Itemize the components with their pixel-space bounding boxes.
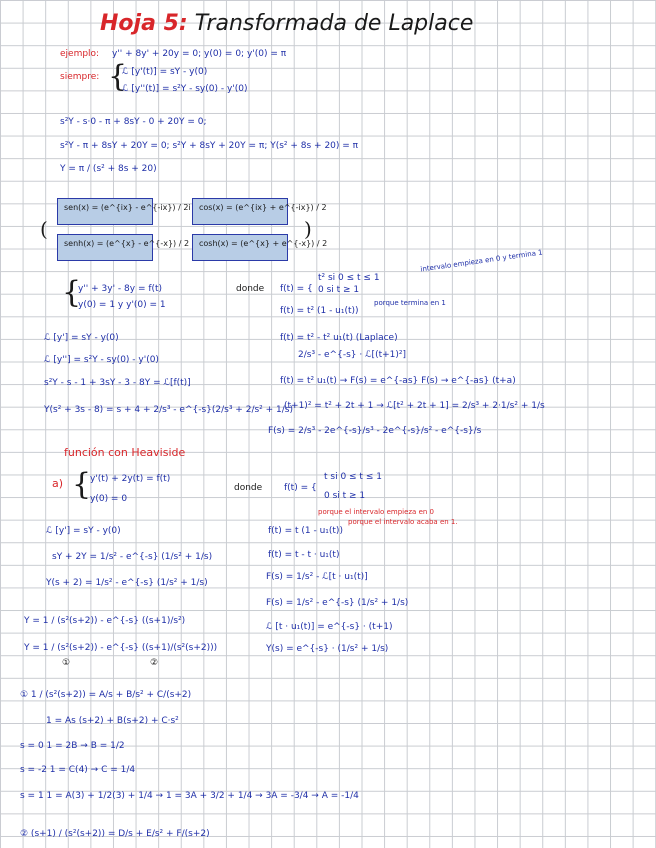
ex1-rule2: ℒ [y''(t)] = s²Y - sy(0) - y'(0) xyxy=(122,84,248,94)
ejemplo-label: ejemplo: xyxy=(60,49,100,59)
ex2-donde: donde xyxy=(236,284,265,294)
ex2-f-step6: F(s) = 2/s³ - 2e^{-s}/s³ - 2e^{-s}/s² - e^{-s}/s xyxy=(268,426,482,436)
ex2-f-label: f(t) = { xyxy=(280,284,313,294)
boxes-left-brace: ( xyxy=(40,217,48,241)
ex3-m1: f(t) = t (1 - u₁(t)) xyxy=(268,526,343,536)
ex1-step1: s²Y - s·0 - π + 8sY - 0 + 20Y = 0; xyxy=(60,117,207,127)
page-title xyxy=(100,10,473,38)
ex2-note2: porque termina en 1 xyxy=(374,299,446,307)
partial-p1: ① 1 / (s²(s+2)) = A/s + B/s² + C/(s+2) xyxy=(20,690,192,700)
ex1-result: Y = π / (s² + 8s + 20) xyxy=(60,164,157,174)
ex1-step2: s²Y - π + 8sY + 20Y = 0; s²Y + 8sY + 20Y = π; Y(s² + 8s + 20) = π xyxy=(60,141,359,151)
ex3-label: a) xyxy=(52,477,64,490)
ex3-l1: ℒ [y'] = sY - y(0) xyxy=(46,526,121,536)
ex2-eq1: y'' + 3y' - 8y = f(t) xyxy=(78,284,163,294)
ex2-f-step3: 2/s³ - e^{-s} · ℒ[(t+1)²] xyxy=(298,350,407,360)
ex3-f-case1: t si 0 ≤ t ≤ 1 xyxy=(324,472,382,482)
siempre-brace: { xyxy=(108,59,128,94)
ex3-f-case2: 0 si t ≥ 1 xyxy=(324,491,366,501)
ex3-m2: f(t) = t - t · u₁(t) xyxy=(268,550,340,560)
siempre-label: siempre: xyxy=(60,72,100,82)
heaviside-heading: función con Heaviside xyxy=(64,446,186,459)
ex2-l1: ℒ [y'] = sY - y(0) xyxy=(44,333,119,343)
ex3-eq2: y(0) = 0 xyxy=(90,494,128,504)
ex3-l3: Y(s + 2) = 1/s² - e^{-s} (1/s² + 1/s) xyxy=(46,578,208,588)
ex3-m5: ℒ [t · u₁(t)] = e^{-s} · (t+1) xyxy=(266,622,393,632)
ex2-l2: ℒ [y''] = s²Y - sy(0) - y'(0) xyxy=(44,355,159,365)
ex3-note1: porque el intervalo empieza en 0 xyxy=(318,508,434,516)
ex2-l3: s²Y - s - 1 + 3sY - 3 - 8Y = ℒ[f(t)] xyxy=(44,378,191,388)
ex3-l2: sY + 2Y = 1/s² - e^{-s} (1/s² + 1/s) xyxy=(52,552,213,562)
ex2-f-step4: f(t) = t² u₁(t) → F(s) = e^{-as} F(s) → e^{-as} (t+a) xyxy=(280,376,516,386)
partial-p3: s = 0 1 = 2B → B = 1/2 xyxy=(20,741,125,751)
partial-p2: 1 = As (s+2) + B(s+2) + C·s² xyxy=(46,716,179,726)
ex1-equation: y'' + 8y' + 20y = 0; y(0) = 0; y'(0) = π xyxy=(112,49,287,59)
cosh-box: cosh(x) = (e^{x} + e^{-x}) / 2 xyxy=(192,234,288,261)
ex3-donde: donde xyxy=(234,483,263,493)
ex3-m4: F(s) = 1/s² - e^{-s} (1/s² + 1/s) xyxy=(266,598,409,608)
ex3-l4: Y = 1 / (s²(s+2)) - e^{-s} ((s+1)/s²) xyxy=(24,616,186,626)
title-prefix: Hoja 5: xyxy=(100,11,188,36)
ex3-m6: Y(s) = e^{-s} · (1/s² + 1/s) xyxy=(266,644,389,654)
ex3-l5: Y = 1 / (s²(s+2)) - e^{-s} ((s+1)/(s²(s+2))) xyxy=(24,643,218,653)
senh-box: senh(x) = (e^{x} - e^{-x}) / 2 xyxy=(57,234,153,261)
cos-box: cos(x) = (e^{ix} + e^{-ix}) / 2 xyxy=(192,198,288,225)
sen-box: sen(x) = (e^{ix} - e^{-ix}) / 2i xyxy=(57,198,153,225)
mark-1: ① xyxy=(62,658,71,668)
ex2-f-step5: (t+1)² = t² + 2t + 1 → ℒ[t² + 2t + 1] = 2/s³ + 2·1/s² + 1/s xyxy=(284,401,545,411)
title-main: Transformada de Laplace xyxy=(194,11,474,36)
ex2-f-step1: f(t) = t² (1 - u₁(t)) xyxy=(280,306,359,316)
partial-p4: s = -2 1 = C(4) → C = 1/4 xyxy=(20,765,136,775)
ex3-brace: { xyxy=(72,467,92,502)
partial-p6: ② (s+1) / (s²(s+2)) = D/s + E/s² + F/(s+2) xyxy=(20,829,210,839)
ex3-f-label: f(t) = { xyxy=(284,483,317,493)
ex3-note2: porque el intervalo acaba en 1. xyxy=(348,518,458,526)
ex2-f-case1: t² si 0 ≤ t ≤ 1 xyxy=(318,273,380,283)
ex2-eq2: y(0) = 1 y y'(0) = 1 xyxy=(78,300,166,310)
boxes-right-brace: ) xyxy=(304,217,312,241)
partial-p5: s = 1 1 = A(3) + 1/2(3) + 1/4 → 1 = 3A + 3/2 + 1/4 → 3A = -3/4 → A = -1/4 xyxy=(20,791,359,801)
ex2-l4: Y(s² + 3s - 8) = s + 4 + 2/s³ - e^{-s}(2/s³ + 2/s² + 1/s) xyxy=(44,405,293,415)
ex2-f-case2: 0 si t ≥ 1 xyxy=(318,285,360,295)
ex1-rule1: ℒ [y'(t)] = sY - y(0) xyxy=(122,67,208,77)
mark-2: ② xyxy=(150,658,159,668)
ex3-eq1: y'(t) + 2y(t) = f(t) xyxy=(90,474,171,484)
ex2-brace: { xyxy=(62,275,82,310)
ex3-m3: F(s) = 1/s² - ℒ[t · u₁(t)] xyxy=(266,572,368,582)
ex2-note1: intervalo empieza en 0 y termina 1 xyxy=(419,248,544,274)
ex2-f-step2: f(t) = t² - t² u₁(t) (Laplace) xyxy=(280,333,398,343)
